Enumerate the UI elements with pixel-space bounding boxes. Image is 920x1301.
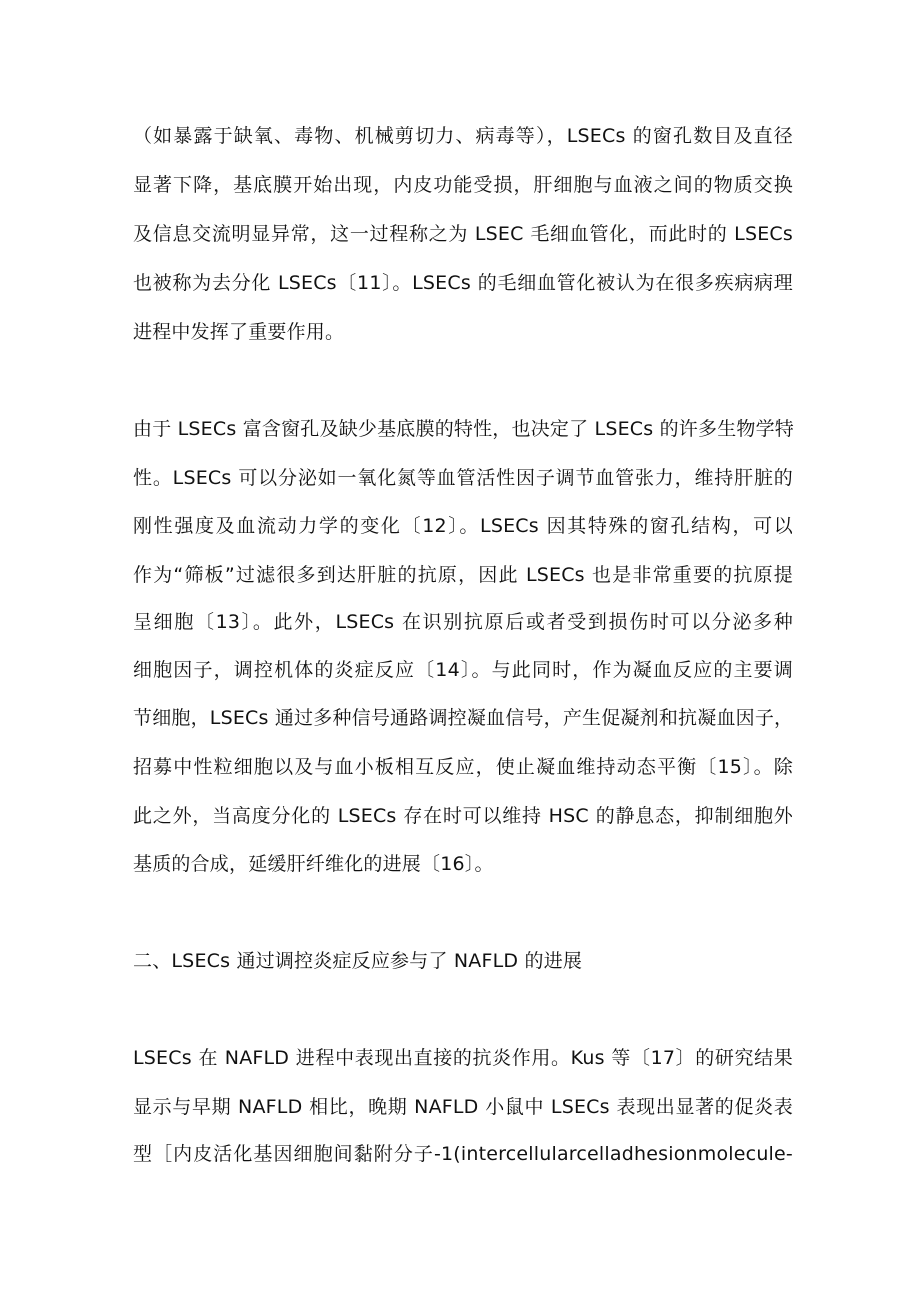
text-line: 刚性强度及血流动力学的变化〔12〕。LSECs 因其特殊的窗孔结构，可以 <box>133 515 793 537</box>
text-line: 显著下降，基底膜开始出现，内皮功能受损，肝细胞与血液之间的物质交换 <box>133 174 793 196</box>
text-line: 招募中性粒细胞以及与血小板相互反应，使止凝血维持动态平衡〔15〕。除 <box>133 756 793 778</box>
text-line: 由于 LSECs 富含窗孔及缺少基底膜的特性，也决定了 LSECs 的许多生物学特 <box>133 418 794 440</box>
text-line: 及信息交流明显异常，这一过程称之为 LSEC 毛细血管化，而此时的 LSECs <box>133 223 793 245</box>
text-line: 也被称为去分化 LSECs〔11〕。LSECs 的毛细血管化被认为在很多疾病病理 <box>133 272 793 294</box>
text-line: 进程中发挥了重要作用。 <box>133 321 345 343</box>
text-line: 性。LSECs 可以分泌如一氧化氮等血管活性因子调节血管张力，维持肝脏的 <box>133 467 793 489</box>
text-line: LSECs 在 NAFLD 进程中表现出直接的抗炎作用。Kus 等〔17〕的研究结果 <box>133 1047 793 1069</box>
text-line: 此之外，当高度分化的 LSECs 存在时可以维持 HSC 的静息态，抑制细胞外 <box>133 805 793 827</box>
text-line: 节细胞，LSECs 通过多种信号通路调控凝血信号，产生促凝剂和抗凝血因子， <box>133 707 794 729</box>
text-line: 呈细胞〔13〕。此外，LSECs 在识别抗原后或者受到损伤时可以分泌多种 <box>133 611 793 633</box>
text-line: 显示与早期 NAFLD 相比，晚期 NAFLD 小鼠中 LSECs 表现出显著的促炎表 <box>133 1096 793 1118</box>
text-line: 作为“筛板”过滤很多到达肝脏的抗原，因此 LSECs 也是非常重要的抗原提 <box>133 564 793 586</box>
text-line: 基质的合成，延缓肝纤维化的进展〔16〕。 <box>133 853 494 875</box>
text-line: （如暴露于缺氧、毒物、机械剪切力、病毒等），LSECs 的窗孔数目及直径 <box>133 125 793 147</box>
text-line: 型［内皮活化基因细胞间黏附分子-1(intercellularcelladhesionmolecule- <box>133 1143 793 1165</box>
section-heading: 二、LSECs 通过调控炎症反应参与了 NAFLD 的进展 <box>133 950 583 972</box>
text-line: 细胞因子，调控机体的炎症反应〔14〕。与此同时，作为凝血反应的主要调 <box>133 659 793 681</box>
